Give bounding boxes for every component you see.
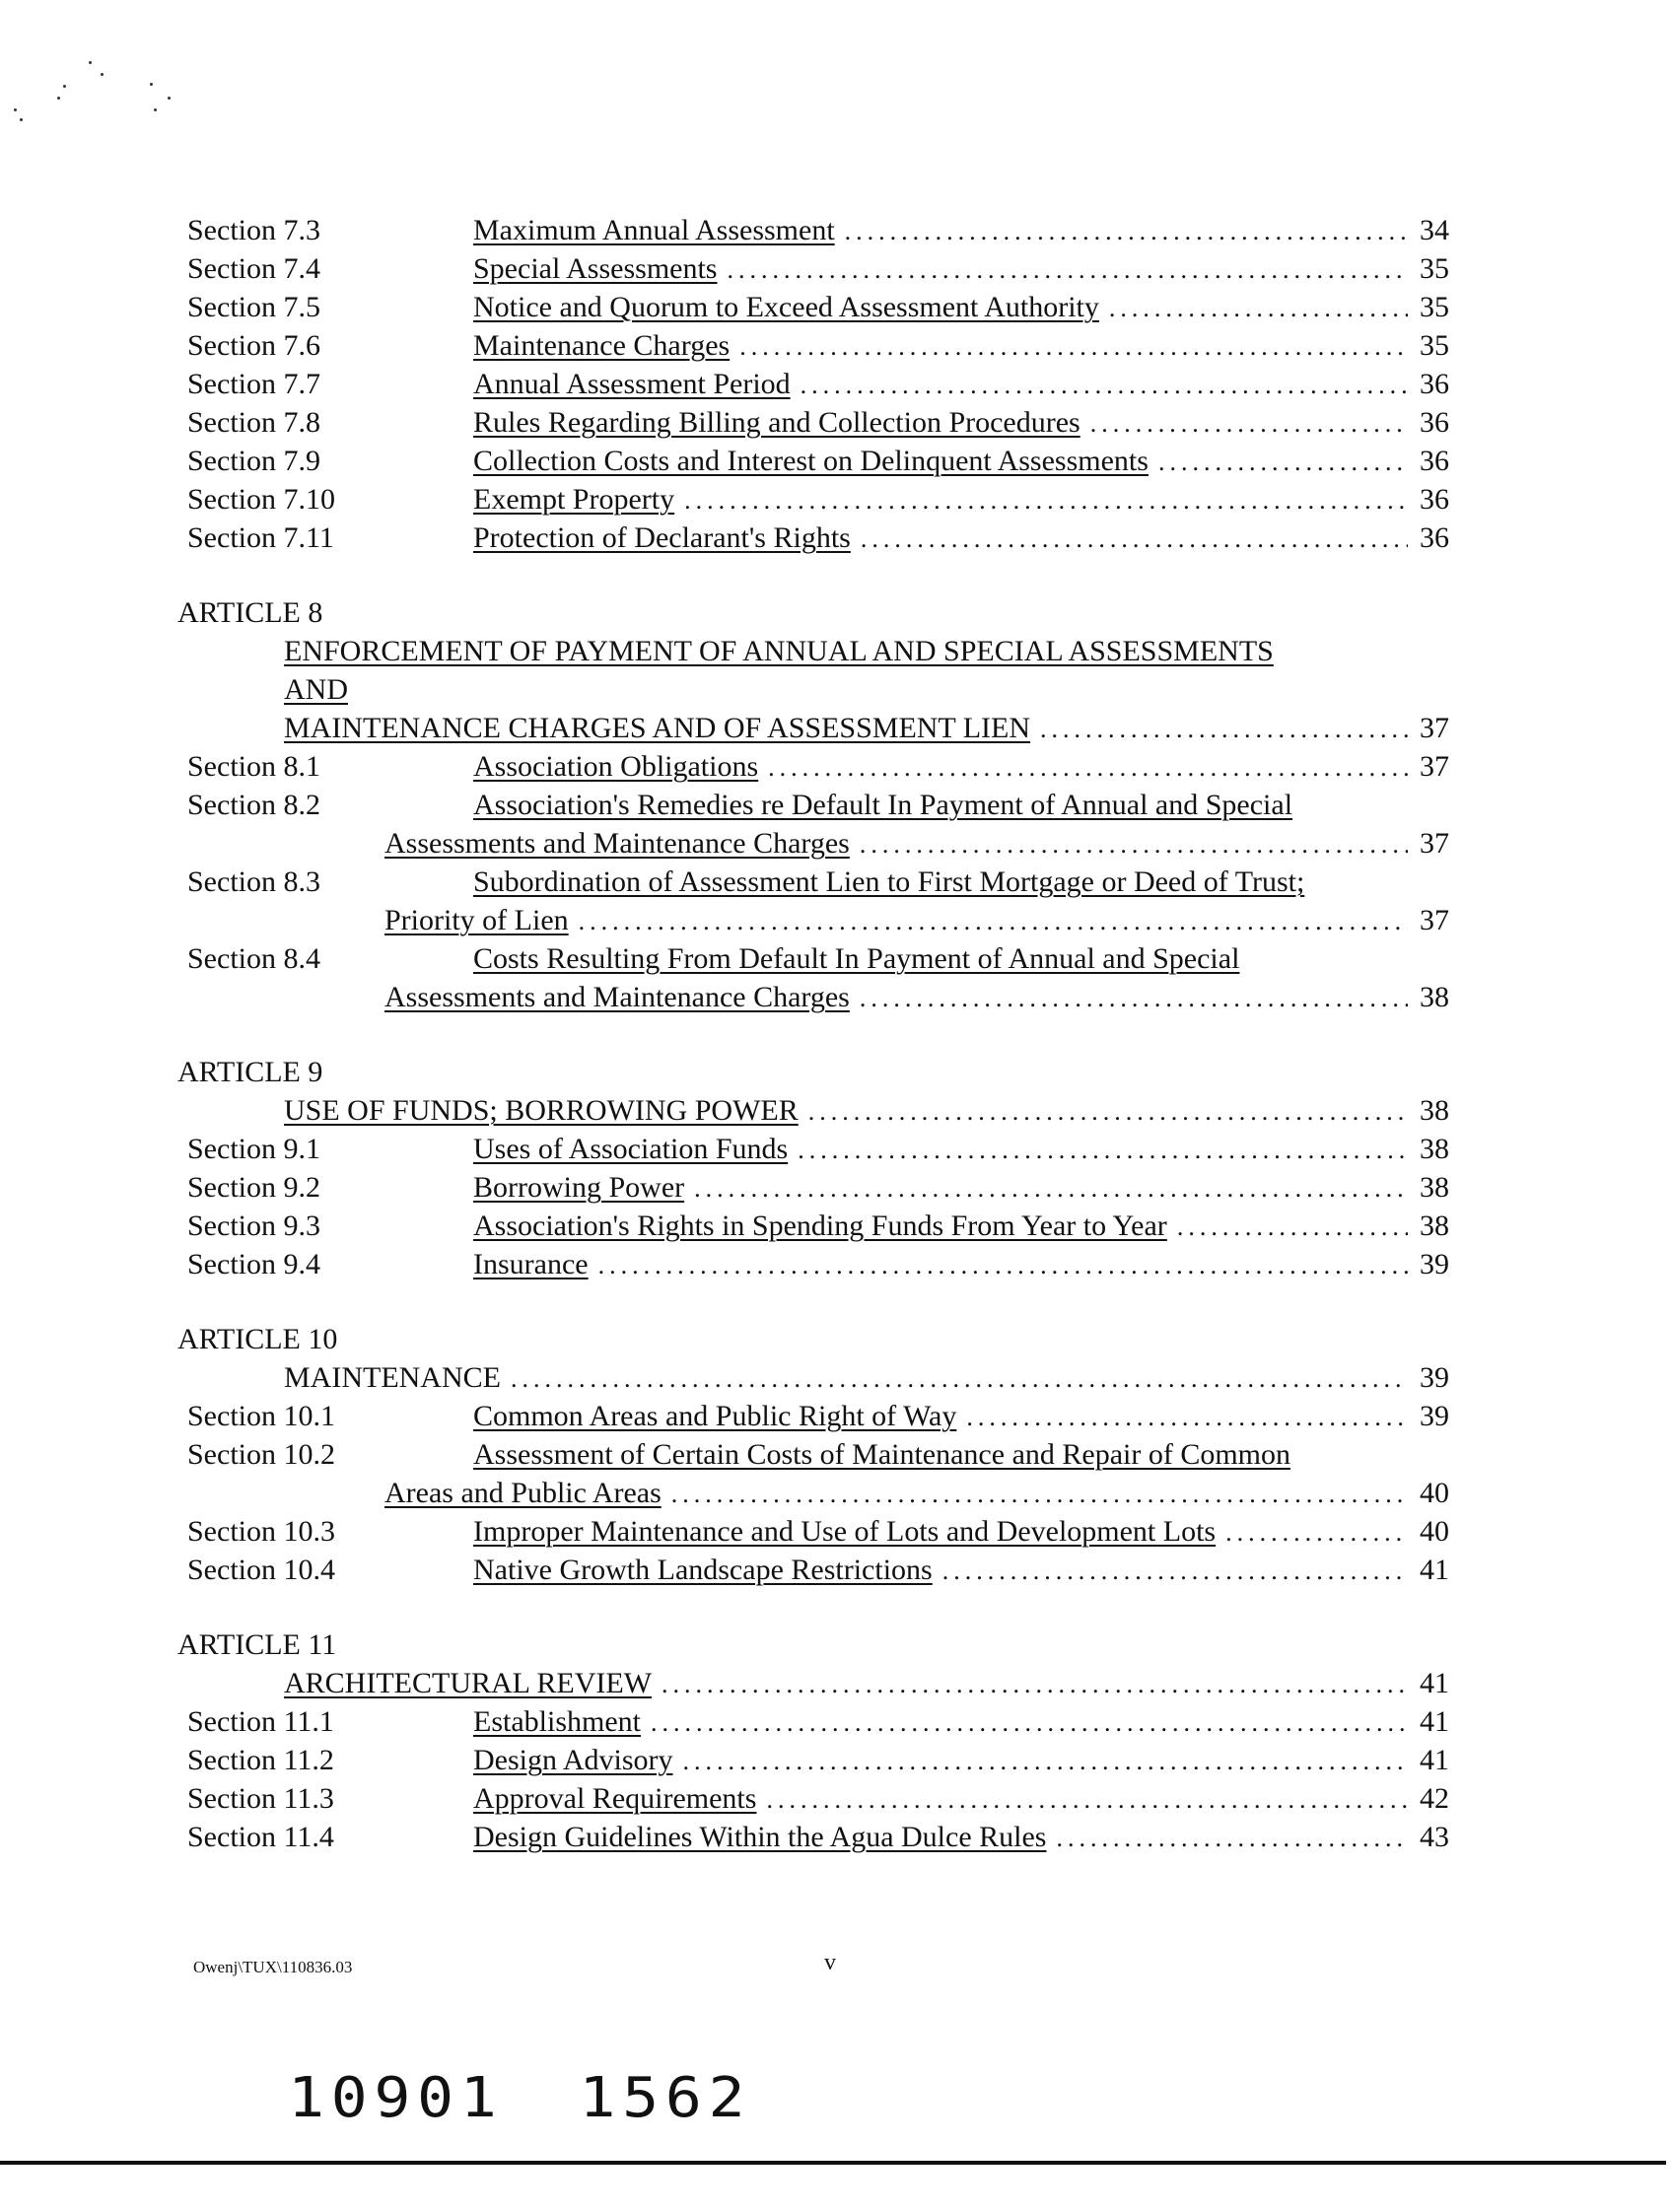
article-title-row bbox=[177, 670, 1479, 709]
section-label: Section 10.1 bbox=[187, 1400, 335, 1432]
toc-page-number: 39 bbox=[1420, 1248, 1449, 1280]
toc-continuation-row bbox=[177, 978, 1479, 1016]
article-title-row bbox=[177, 709, 1479, 747]
article-label: ARTICLE 10 bbox=[177, 1323, 338, 1355]
dot-leader bbox=[845, 212, 1408, 250]
section-label: Section 11.4 bbox=[187, 1821, 334, 1853]
toc-section-row bbox=[177, 939, 1479, 978]
toc-title-line bbox=[473, 1435, 1479, 1474]
toc-page-number: 36 bbox=[1420, 368, 1449, 400]
toc-title-line bbox=[473, 480, 1408, 519]
toc-entry-title: ARCHITECTURAL REVIEW bbox=[284, 1667, 653, 1699]
toc-section-row bbox=[177, 1551, 1479, 1589]
footer-page-number: v bbox=[824, 1950, 836, 1975]
toc-title-line bbox=[473, 442, 1408, 481]
toc-section-row bbox=[177, 326, 1479, 365]
toc-entry-title: Protection of Declarant's Rights bbox=[473, 521, 851, 554]
toc-entry-title: Design Guidelines Within the Agua Dulce Rules bbox=[473, 1821, 1047, 1853]
toc-entry-title: MAINTENANCE CHARGES AND OF ASSESSMENT LIEN bbox=[284, 712, 1031, 744]
dot-leader bbox=[651, 1703, 1408, 1742]
toc-page-number: 37 bbox=[1420, 827, 1449, 860]
toc-entry-title: Exempt Property bbox=[473, 483, 675, 516]
toc-entry-title: Assessments and Maintenance Charges bbox=[384, 981, 850, 1013]
toc-entry-title: AND bbox=[284, 673, 348, 706]
dot-leader bbox=[684, 481, 1408, 519]
toc-entry-title: Common Areas and Public Right of Way bbox=[473, 1400, 957, 1432]
toc-title-line bbox=[284, 1664, 1408, 1703]
toc-title-line bbox=[473, 1741, 1408, 1780]
section-label: Section 7.11 bbox=[187, 521, 334, 554]
toc-entry-title: Costs Resulting From Default In Payment of Annual and Special bbox=[473, 942, 1240, 975]
toc-title-line bbox=[473, 939, 1479, 978]
dot-leader bbox=[1056, 1819, 1408, 1857]
toc-section-row bbox=[177, 403, 1479, 442]
dot-leader bbox=[598, 1246, 1408, 1284]
toc-page-number: 38 bbox=[1420, 1094, 1449, 1127]
toc-title-line bbox=[473, 1779, 1408, 1819]
section-label: Section 8.1 bbox=[187, 750, 320, 783]
section-label: Section 7.3 bbox=[187, 214, 320, 246]
dot-leader bbox=[768, 748, 1408, 787]
toc-title-line bbox=[384, 978, 1408, 1017]
dot-leader bbox=[1090, 404, 1408, 443]
toc-title-line bbox=[473, 1702, 1408, 1742]
toc-page-number: 35 bbox=[1420, 329, 1449, 362]
toc-section-row bbox=[177, 1818, 1479, 1856]
section-label: Section 9.2 bbox=[187, 1171, 320, 1204]
toc-title-line bbox=[473, 288, 1408, 327]
dot-leader bbox=[671, 1475, 1408, 1513]
bottom-rule bbox=[0, 2161, 1666, 2165]
dot-leader bbox=[579, 902, 1408, 940]
toc-entry-title: Collection Costs and Interest on Delinquent Assessments bbox=[473, 445, 1149, 477]
toc-entry-title: Rules Regarding Billing and Collection Procedures bbox=[473, 406, 1080, 439]
stamp-page: 1562 bbox=[579, 2066, 752, 2130]
toc-title-line bbox=[473, 747, 1408, 787]
dot-leader bbox=[860, 825, 1408, 864]
toc-entry-title: Native Growth Landscape Restrictions bbox=[473, 1554, 933, 1586]
toc-entry-title: ENFORCEMENT OF PAYMENT OF ANNUAL AND SPECIAL ASSESSMENTS bbox=[284, 635, 1274, 667]
article-title-row bbox=[177, 1091, 1479, 1130]
toc-title-line bbox=[473, 518, 1408, 558]
toc-page-number: 40 bbox=[1420, 1477, 1449, 1509]
article-heading bbox=[177, 1320, 1479, 1358]
toc-section-row bbox=[177, 1702, 1479, 1741]
toc-title-line bbox=[473, 1818, 1408, 1857]
article-heading bbox=[177, 1625, 1479, 1664]
toc-page-number: 38 bbox=[1420, 1210, 1449, 1242]
dot-leader bbox=[766, 1780, 1408, 1819]
article-label: ARTICLE 9 bbox=[177, 1056, 323, 1088]
dot-leader bbox=[1158, 443, 1408, 481]
toc-section-row bbox=[177, 747, 1479, 786]
toc-section-row bbox=[177, 1207, 1479, 1245]
toc-title-line bbox=[473, 211, 1408, 250]
toc-title-line bbox=[284, 1091, 1408, 1131]
toc-page-number: 39 bbox=[1420, 1400, 1449, 1432]
toc-page-number: 38 bbox=[1420, 1171, 1449, 1204]
article-title-row bbox=[177, 632, 1479, 670]
toc-page-number: 42 bbox=[1420, 1782, 1449, 1815]
toc-page-number: 41 bbox=[1420, 1705, 1449, 1738]
dot-leader bbox=[860, 979, 1408, 1017]
section-label: Section 8.3 bbox=[187, 865, 320, 898]
toc-title-line bbox=[384, 1474, 1408, 1513]
toc-section-row bbox=[177, 211, 1479, 249]
section-label: Section 7.9 bbox=[187, 445, 320, 477]
dot-leader bbox=[798, 1131, 1408, 1169]
toc-title-line bbox=[473, 249, 1408, 289]
toc-entry-title: Assessments and Maintenance Charges bbox=[384, 827, 850, 860]
toc-section-row bbox=[177, 442, 1479, 480]
toc-title-line bbox=[473, 1130, 1408, 1169]
article-label: ARTICLE 11 bbox=[177, 1628, 337, 1661]
dot-leader bbox=[801, 366, 1408, 404]
toc-entry-title: Priority of Lien bbox=[384, 904, 569, 936]
toc-entry-title: Improper Maintenance and Use of Lots and Development Lots bbox=[473, 1515, 1217, 1548]
section-label: Section 10.3 bbox=[187, 1515, 335, 1548]
toc-section-row bbox=[177, 288, 1479, 326]
toc-title-line bbox=[473, 403, 1408, 443]
toc-page-number: 36 bbox=[1420, 521, 1449, 554]
toc-title-line bbox=[284, 670, 1479, 709]
dot-leader bbox=[739, 327, 1408, 366]
toc-title-line bbox=[284, 709, 1408, 748]
toc-title-line bbox=[473, 1168, 1408, 1208]
dot-leader bbox=[861, 519, 1408, 558]
toc-title-line bbox=[284, 632, 1479, 670]
section-label: Section 9.4 bbox=[187, 1248, 320, 1280]
section-label: Section 7.6 bbox=[187, 329, 320, 362]
dot-leader bbox=[942, 1552, 1408, 1590]
toc-entry-title: Maximum Annual Assessment bbox=[473, 214, 835, 246]
toc-title-line bbox=[284, 1358, 1408, 1398]
toc-continuation-row bbox=[177, 1474, 1479, 1512]
section-label: Section 9.1 bbox=[187, 1133, 320, 1165]
toc-section-row bbox=[177, 1779, 1479, 1818]
stamp-volume: 10901 bbox=[288, 2066, 504, 2130]
toc-entry-title: Association's Rights in Spending Funds From Year to Year bbox=[473, 1210, 1167, 1242]
dot-leader bbox=[683, 1742, 1409, 1780]
toc-entry-title: Association's Remedies re Default In Payment of Annual and Special bbox=[473, 789, 1293, 821]
toc-title-line bbox=[473, 1551, 1408, 1590]
toc-page-number: 37 bbox=[1420, 904, 1449, 936]
toc-page-number: 37 bbox=[1420, 712, 1449, 744]
toc-section-row bbox=[177, 1435, 1479, 1474]
dot-leader bbox=[511, 1359, 1408, 1398]
toc-page-number: 41 bbox=[1420, 1667, 1449, 1699]
section-label: Section 11.3 bbox=[187, 1782, 334, 1815]
toc-title-line bbox=[473, 1245, 1408, 1284]
toc-continuation-row bbox=[177, 901, 1479, 939]
article-heading bbox=[177, 1053, 1479, 1091]
toc-title-line bbox=[473, 786, 1479, 824]
toc-page-number: 35 bbox=[1420, 291, 1449, 323]
toc-entry-title: USE OF FUNDS; BORROWING POWER bbox=[284, 1094, 799, 1127]
toc-entry-title: Uses of Association Funds bbox=[473, 1133, 789, 1165]
toc-entry-title: Subordination of Assessment Lien to First Mortgage or Deed of Trust; bbox=[473, 865, 1305, 898]
toc-page-number: 40 bbox=[1420, 1515, 1449, 1548]
section-label: Section 9.3 bbox=[187, 1210, 320, 1242]
toc-page-number: 41 bbox=[1420, 1744, 1449, 1776]
toc-page-number: 36 bbox=[1420, 445, 1449, 477]
toc-title-line bbox=[384, 901, 1408, 940]
toc-section-row bbox=[177, 1245, 1479, 1283]
section-label: Section 10.4 bbox=[187, 1554, 335, 1586]
toc-section-row bbox=[177, 249, 1479, 288]
dot-leader bbox=[1225, 1513, 1408, 1552]
toc-page-number: 36 bbox=[1420, 483, 1449, 516]
section-label: Section 11.1 bbox=[187, 1705, 334, 1738]
toc-title-line bbox=[473, 1512, 1408, 1552]
article-heading bbox=[177, 593, 1479, 632]
toc-title-line bbox=[473, 1207, 1408, 1246]
dot-leader bbox=[808, 1092, 1408, 1131]
toc-section-row bbox=[177, 518, 1479, 557]
toc-title-line bbox=[384, 824, 1408, 864]
section-label: Section 10.2 bbox=[187, 1438, 335, 1471]
toc-section-row bbox=[177, 1397, 1479, 1435]
toc-title-line bbox=[473, 365, 1408, 404]
toc-page-number: 38 bbox=[1420, 981, 1449, 1013]
section-label: Section 7.8 bbox=[187, 406, 320, 439]
toc-entry-title: MAINTENANCE bbox=[284, 1361, 501, 1394]
toc-entry-title: Establishment bbox=[473, 1705, 641, 1738]
toc-page-number: 36 bbox=[1420, 406, 1449, 439]
toc-page-number: 39 bbox=[1420, 1361, 1449, 1394]
toc-section-row bbox=[177, 1512, 1479, 1551]
toc-page-number: 38 bbox=[1420, 1133, 1449, 1165]
toc-page-number: 43 bbox=[1420, 1821, 1449, 1853]
toc-section-row bbox=[177, 786, 1479, 824]
toc-entry-title: Insurance bbox=[473, 1248, 589, 1280]
toc-section-row bbox=[177, 480, 1479, 518]
article-label: ARTICLE 8 bbox=[177, 596, 323, 629]
toc-continuation-row bbox=[177, 824, 1479, 863]
dot-leader bbox=[1177, 1208, 1408, 1246]
toc-title-line bbox=[473, 1397, 1408, 1436]
section-label: Section 7.5 bbox=[187, 291, 320, 323]
toc-page-number: 34 bbox=[1420, 214, 1449, 246]
toc-entry-title: Assessment of Certain Costs of Maintenance and Repair of Common bbox=[473, 1438, 1291, 1471]
toc-page-number: 35 bbox=[1420, 252, 1449, 285]
toc-entry-title: Annual Assessment Period bbox=[473, 368, 791, 400]
section-label: Section 7.10 bbox=[187, 483, 335, 516]
article-title-row bbox=[177, 1358, 1479, 1397]
dot-leader bbox=[966, 1398, 1408, 1436]
toc-entry-title: Design Advisory bbox=[473, 1744, 673, 1776]
article-title-row bbox=[177, 1664, 1479, 1702]
section-label: Section 11.2 bbox=[187, 1744, 334, 1776]
table-of-contents bbox=[177, 211, 1479, 1856]
toc-section-row bbox=[177, 1130, 1479, 1168]
toc-title-line bbox=[473, 863, 1479, 901]
dot-leader bbox=[728, 250, 1409, 289]
toc-entry-title: Areas and Public Areas bbox=[384, 1477, 662, 1509]
toc-page-number: 37 bbox=[1420, 750, 1449, 783]
toc-entry-title: Borrowing Power bbox=[473, 1171, 685, 1204]
dot-leader bbox=[694, 1169, 1408, 1208]
toc-page-number: 41 bbox=[1420, 1554, 1449, 1586]
section-label: Section 8.2 bbox=[187, 789, 320, 821]
recording-stamp bbox=[288, 2066, 751, 2130]
section-label: Section 7.7 bbox=[187, 368, 320, 400]
toc-entry-title: Special Assessments bbox=[473, 252, 718, 285]
toc-entry-title: Approval Requirements bbox=[473, 1782, 757, 1815]
section-label: Section 8.4 bbox=[187, 942, 320, 975]
section-label: Section 7.4 bbox=[187, 252, 320, 285]
dot-leader bbox=[662, 1665, 1408, 1703]
toc-section-row bbox=[177, 863, 1479, 901]
toc-entry-title: Association Obligations bbox=[473, 750, 759, 783]
toc-title-line bbox=[473, 326, 1408, 366]
toc-section-row bbox=[177, 365, 1479, 403]
dot-leader bbox=[1109, 289, 1408, 327]
dot-leader bbox=[1040, 710, 1408, 748]
toc-section-row bbox=[177, 1741, 1479, 1779]
toc-section-row bbox=[177, 1168, 1479, 1207]
footer-document-code: Owenj\TUX\110836.03 bbox=[193, 1958, 353, 1976]
toc-entry-title: Maintenance Charges bbox=[473, 329, 731, 362]
toc-entry-title: Notice and Quorum to Exceed Assessment Authority bbox=[473, 291, 1099, 323]
